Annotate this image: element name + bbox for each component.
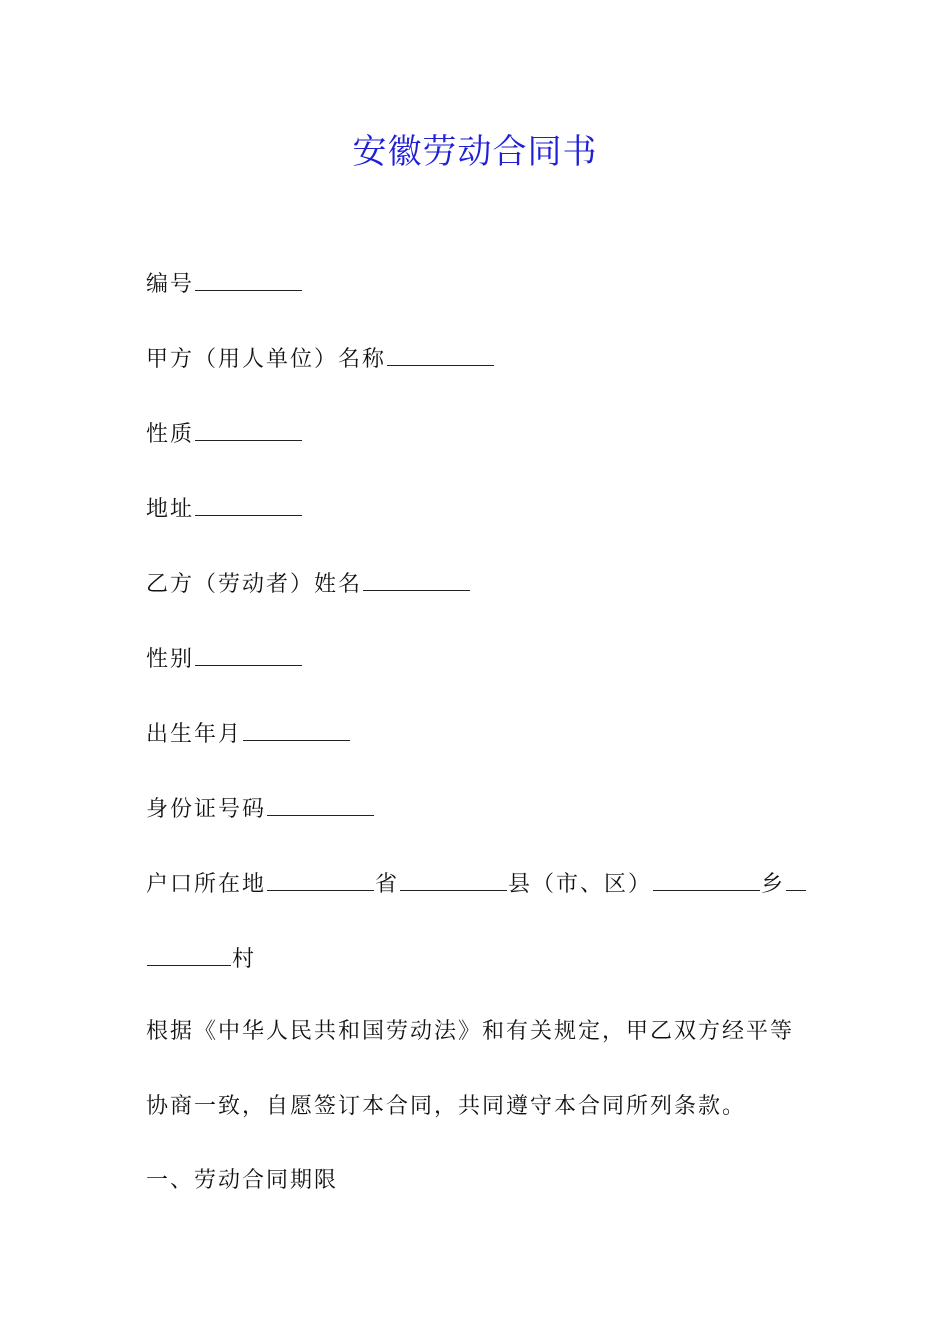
county-blank[interactable] [653, 868, 760, 891]
gender-blank[interactable] [195, 643, 302, 666]
id-label: 身份证号码 [146, 797, 267, 822]
address-label: 地址 [146, 497, 195, 522]
id-blank[interactable] [267, 793, 374, 816]
village-blank[interactable] [147, 943, 231, 966]
party-b-line [146, 568, 471, 601]
number-blank[interactable] [195, 268, 302, 291]
household-blank[interactable] [267, 868, 374, 891]
county-label: 县（市、区） [508, 872, 653, 897]
address-blank[interactable] [195, 493, 302, 516]
birth-label: 出生年月 [146, 722, 243, 747]
province-blank[interactable] [400, 868, 507, 891]
province-label: 省 [375, 872, 400, 897]
section-heading: 一、劳动合同期限 [146, 1168, 339, 1193]
address-line [146, 493, 303, 526]
nature-line [146, 418, 303, 451]
intro-paragraph-line-2: 协商一致，自愿签订本合同，共同遵守本合同所列条款。 [146, 1094, 747, 1119]
household-line [146, 868, 807, 901]
party-b-blank[interactable] [363, 568, 470, 591]
party-a-blank[interactable] [387, 343, 494, 366]
intro-paragraph-line-1: 根据《中华人民共和国劳动法》和有关规定，甲乙双方经平等 [146, 1019, 795, 1044]
village-label: 村 [232, 947, 257, 972]
party-a-label: 甲方（用人单位）名称 [146, 347, 387, 372]
township-blank[interactable] [786, 868, 806, 891]
nature-blank[interactable] [195, 418, 302, 441]
gender-label: 性别 [146, 647, 195, 672]
party-b-label: 乙方（劳动者）姓名 [146, 572, 363, 597]
birth-line [146, 718, 351, 751]
village-line [146, 943, 256, 976]
birth-blank[interactable] [243, 718, 350, 741]
household-label: 户口所在地 [146, 872, 267, 897]
party-a-line [146, 343, 495, 376]
number-label: 编号 [146, 272, 195, 297]
number-line [146, 268, 303, 301]
document-title: 安徽劳动合同书 [352, 132, 598, 172]
id-line [146, 793, 375, 826]
nature-label: 性质 [146, 422, 195, 447]
gender-line [146, 643, 303, 676]
township-label: 乡 [761, 872, 786, 897]
